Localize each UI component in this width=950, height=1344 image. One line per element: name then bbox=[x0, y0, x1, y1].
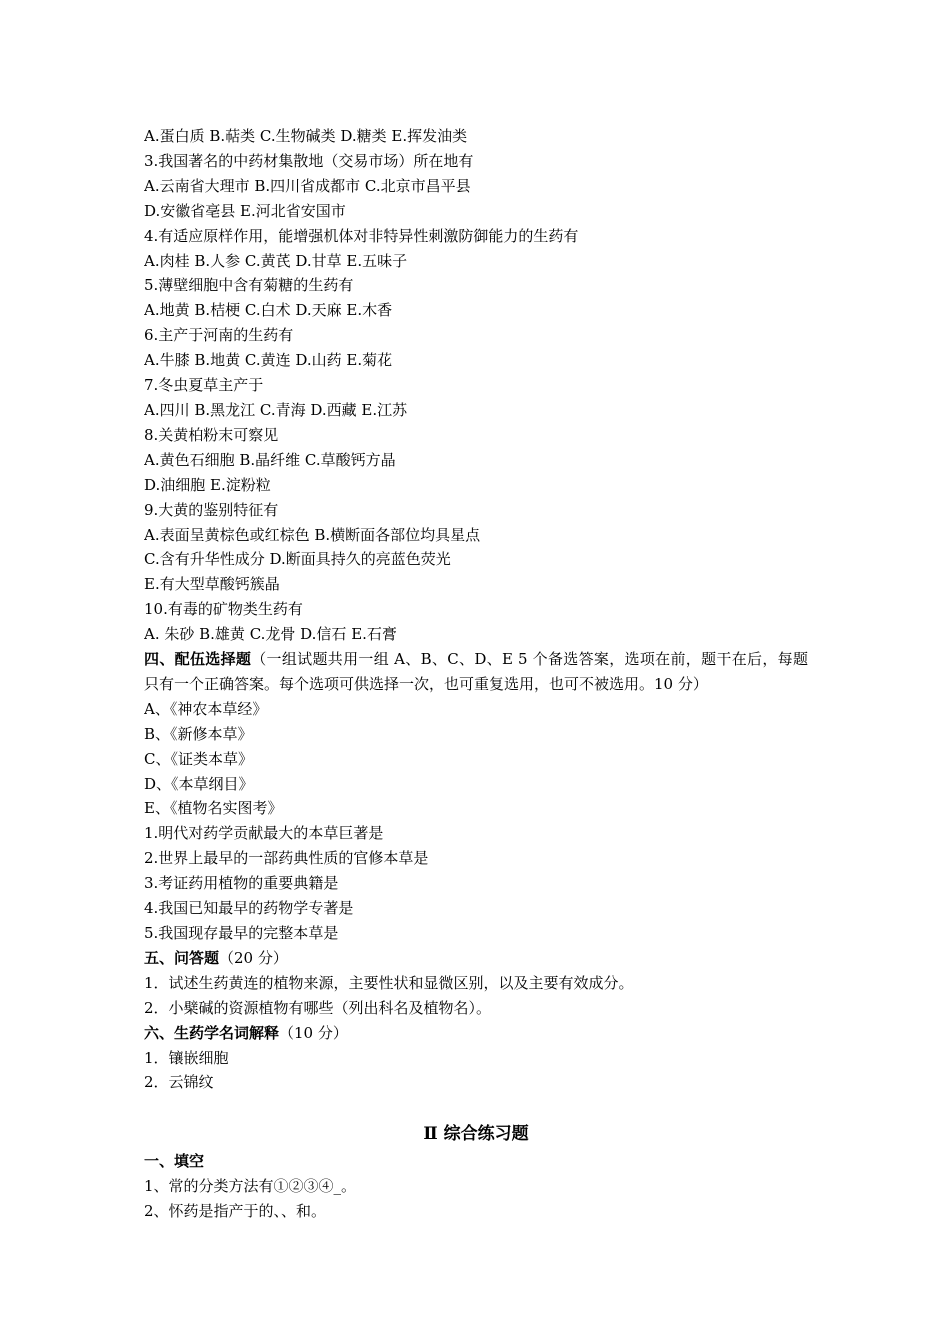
section5-header bbox=[144, 946, 808, 971]
q10-options: A. 朱砂 B.雄黄 C.龙骨 D.信石 E.石膏 bbox=[144, 625, 397, 644]
q5-stem: 5.薄壁细胞中含有菊糖的生药有 bbox=[144, 276, 354, 295]
part2-sub1: 一、填空 bbox=[144, 1152, 205, 1171]
q7-options: A.四川 B.黑龙江 C.青海 D.西藏 E.江苏 bbox=[144, 400, 408, 419]
section4-option-a: A、《神农本草经》 bbox=[144, 699, 268, 718]
section4-option-d: D、《本草纲目》 bbox=[144, 774, 254, 793]
section6-score: （10 分） bbox=[279, 1023, 348, 1042]
q4-options: A.肉桂 B.人参 C.黄芪 D.甘草 E.五味子 bbox=[144, 251, 408, 270]
q3-stem: 3.我国著名的中药材集散地（交易市场）所在地有 bbox=[144, 151, 474, 170]
q8-options-line1: A.黄色石细胞 B.晶纤维 C.草酸钙方晶 bbox=[144, 450, 396, 469]
q6-stem: 6.主产于河南的生药有 bbox=[144, 326, 294, 345]
section4-header bbox=[144, 647, 808, 697]
q9-options-line2: C.含有升华性成分 D.断面具持久的亮蓝色荧光 bbox=[144, 550, 451, 569]
part2-item-1: 1、常的分类方法有①②③④_。 bbox=[144, 1177, 357, 1196]
q8-stem: 8.关黄柏粉末可察见 bbox=[144, 425, 279, 444]
section6-term-1: 1．镶嵌细胞 bbox=[144, 1048, 229, 1067]
part2-item-2: 2、怀药是指产于的、、和。 bbox=[144, 1202, 327, 1221]
section4-question-4: 4.我国已知最早的药物学专著是 bbox=[144, 899, 354, 918]
q3-options-line1: A.云南省大理市 B.四川省成都市 C.北京市昌平县 bbox=[144, 176, 471, 195]
q10-stem: 10.有毒的矿物类生药有 bbox=[144, 600, 303, 619]
q3-options-line2: D.安徽省亳县 E.河北省安国市 bbox=[144, 201, 346, 220]
section4-option-b: B、《新修本草》 bbox=[144, 724, 253, 743]
q5-options: A.地黄 B.桔梗 C.白术 D.天麻 E.木香 bbox=[144, 301, 393, 320]
section4-question-1: 1.明代对药学贡献最大的本草巨著是 bbox=[144, 824, 384, 843]
q8-options-line2: D.油细胞 E.淀粉粒 bbox=[144, 475, 271, 494]
section6-header bbox=[144, 1021, 808, 1046]
q4-stem: 4.有适应原样作用，能增强机体对非特异性刺激防御能力的生药有 bbox=[144, 226, 579, 245]
section5-question-2: 2．小檗碱的资源植物有哪些（列出科名及植物名）。 bbox=[144, 998, 492, 1017]
q9-stem: 9.大黄的鉴别特征有 bbox=[144, 500, 279, 519]
q6-options: A.牛膝 B.地黄 C.黄连 D.山药 E.菊花 bbox=[144, 351, 393, 370]
section5-question-1: 1．试述生药黄连的植物来源，主要性状和显微区别，以及主要有效成分。 bbox=[144, 973, 634, 992]
section5-score: （20 分） bbox=[219, 948, 288, 967]
section4-question-2: 2.世界上最早的一部药典性质的官修本草是 bbox=[144, 849, 429, 868]
section4-option-c: C、《证类本草》 bbox=[144, 749, 253, 768]
section4-option-e: E、《植物名实图考》 bbox=[144, 799, 283, 818]
document-body bbox=[144, 124, 808, 1224]
q9-options-line1: A.表面呈黄棕色或红棕色 B.横断面各部位均具星点 bbox=[144, 525, 481, 544]
part2-heading: Ⅱ 综合练习题 bbox=[423, 1124, 529, 1145]
q7-stem: 7.冬虫夏草主产于 bbox=[144, 376, 264, 395]
q2-options: A.蛋白质 B.萜类 C.生物碱类 D.糖类 E.挥发油类 bbox=[144, 127, 468, 145]
section4-question-3: 3.考证药用植物的重要典籍是 bbox=[144, 874, 339, 893]
section4-instruction: （一组试题共用一组 A、B、C、D、E 5 个备选答案，选项在前，题干在后，每题只有一个正确答案。每个选项可供选择一次，也可重复选用，也可不被选用。10 分） bbox=[144, 650, 808, 693]
section5-title: 五、问答题 bbox=[144, 948, 220, 967]
section4-question-5: 5.我国现存最早的完整本草是 bbox=[144, 924, 339, 942]
section4-title: 四、配伍选择题 bbox=[144, 650, 252, 669]
section6-title: 六、生药学名词解释 bbox=[144, 1023, 280, 1042]
section6-term-2: 2．云锦纹 bbox=[144, 1073, 214, 1092]
q9-options-line3: E.有大型草酸钙簇晶 bbox=[144, 575, 280, 594]
